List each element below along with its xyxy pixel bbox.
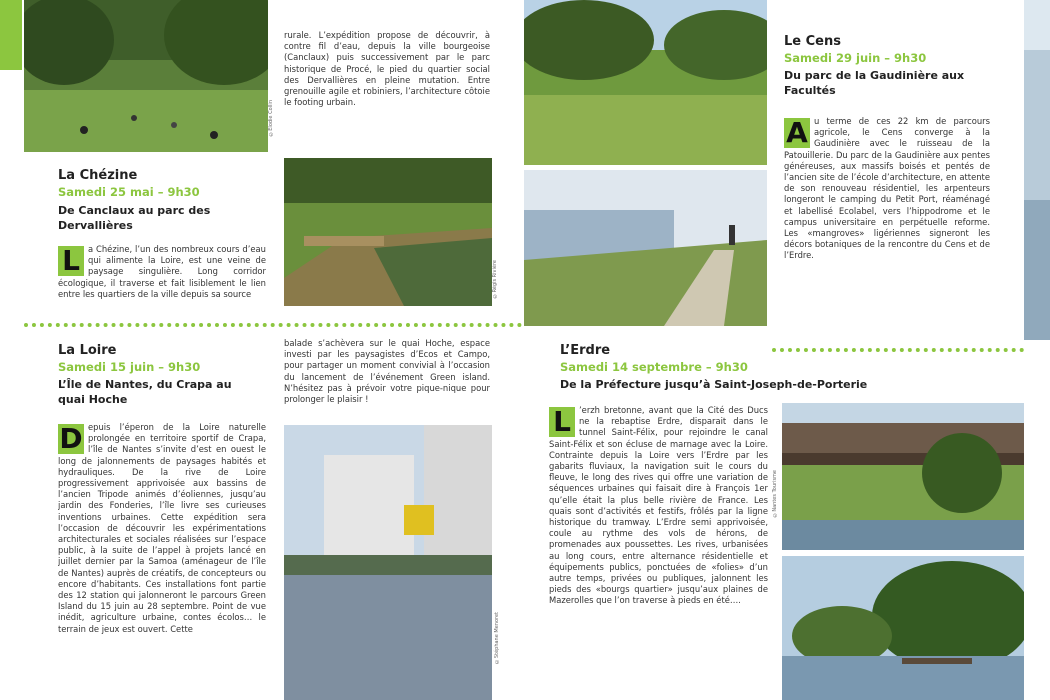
chezine-title: La Chézine: [58, 168, 138, 183]
chezine-dropcap: L: [58, 246, 84, 276]
chezine-date: Samedi 25 mai – 9h30: [58, 185, 200, 199]
erdre-japanese-garden-photo: [782, 403, 1024, 550]
chezine-stream-photo: [284, 158, 492, 306]
cens-dropcap: A: [784, 118, 810, 148]
cens-subtitle: Du parc de la Gaudinière aux Facultés: [784, 69, 965, 97]
loire-dropcap: D: [59, 422, 83, 455]
erdre-river-photo: [782, 556, 1024, 700]
chezine-photo1-credit: ©Elodie Collin: [268, 100, 274, 137]
erdre-date: Samedi 14 septembre – 9h30: [560, 360, 748, 374]
green-edge-tab-left: [0, 0, 22, 70]
chezine-subtitle: De Canclaux au parc des Dervallières: [58, 204, 211, 232]
loire-photo-credit: ©Stéphane Menoret: [494, 612, 500, 665]
cens-paragraph: A u terme de ces 22 km de parcours agricole, le Cens converge à la Gaudinière avec le ruisseau de la Patouillerie. Du parc de la Gaudinière aux pentes généreuses, aux massifs boisés et pentés de l’ancien site de l’école d’architecture, en attente de son renouveau résidentiel, les arpenteurs longeront le camping du Petit Port, réaménagé et labellisé Ecolabel, vers l’hippodrome et le campus universitaire en perpétuelle reforme. Les «mangroves» ligériennes signeront les décors botaniques de la rencontre du Cens et de l’Erdre.: [784, 116, 990, 261]
chezine-paragraph-1: L a Chézine, l’un des nombreux cours d’eau qui alimente la Loire, est une veine de paysage singulière. Long corridor écologique, il traverse et fait lisiblement le lien entre les quartiers de la ville depuis sa source: [58, 244, 266, 299]
cens-title: Le Cens: [784, 34, 841, 49]
chezine-photo2-credit: ©Régis Rivière: [492, 260, 498, 299]
erdre-photo-credit: ©Nantes Tourisme: [772, 470, 778, 518]
divider-left: [24, 323, 522, 327]
cens-date: Samedi 29 juin – 9h30: [784, 51, 927, 65]
chezine-paragraph-2: rurale. L’expédition propose de découvrir, à contre fil d’eau, depuis la ville bourgeoise (Canclaux) puis successivement par le parc historique de Procé, le pied du quartier social des Dervallières en pleine mutation. Entre grenouille agile et robiniers, l’architecture côtoie le footing urbain.: [284, 30, 490, 108]
loire-paragraph-2: balade s’achèvera sur le quai Hoche, espace investi par les paysagistes d’Ecos et Campo, pour partager un moment convivial à l’occasion du lancement de l’événement Green island. N’hésitez pas à prévoir votre pique-nique pour prolonger le plaisir !: [284, 338, 490, 405]
loire-date: Samedi 15 juin – 9h30: [58, 360, 201, 374]
cens-meadow-photo: [524, 0, 767, 165]
right-edge-photo-top: [1024, 50, 1050, 340]
erdre-paragraph: L ’erzh bretonne, avant que la Cité des Ducs ne la rebaptise Erdre, disparait dans le tunnel Saint-Félix, pour rejoindre le canal Saint-Félix et son écluse de marnage avec la Loire. Contrainte depuis la Loire vers l’Erdre par les gabarits fluviaux, la navigation suit le cours du fleuve, le long des rives qui offre une variation de séquences urbaines qui faisait dire à François 1er qu’elle était la plus belle rivière de France. Les quais sont d’activités et festifs, frôlés par la ligne historique du tramway. L’Erdre semi apprivoisée, coule au rythme des vols de hérons, de promenades aux poussettes. Les rives, urbanisées au long cours, entre alternance résidentielle et équipements publics, ponctuées de «folies» d’un autre temps, privées ou publiques, jalonnent les pieds des «bourgs quartier» jusqu’aux plaines de Mazerolles que l’on traverse à pieds en été….: [549, 405, 768, 606]
erdre-dropcap: L: [549, 407, 575, 437]
loire-subtitle: L’Île de Nantes, du Crapa au quai Hoche: [58, 378, 232, 406]
loire-buildings-photo: [284, 425, 492, 700]
loire-title: La Loire: [58, 343, 117, 358]
erdre-title: L’Erdre: [560, 343, 611, 358]
cens-river-path-photo: [524, 170, 767, 326]
erdre-subtitle: De la Préfecture jusqu’à Saint-Joseph-de-Porterie: [560, 378, 868, 391]
right-edge-photo-bottom: [1024, 360, 1050, 700]
chezine-park-photo: [24, 0, 268, 152]
loire-paragraph-1: D epuis l’éperon de la Loire naturelle prolongée en territoire sportif de Crapa, l’île de Nantes s’invite d’est en ouest le long de jalonnements de paysages habités et hydrauliques. De la rive de Loire progressivement apprivoisée aux bassins de l’ancien Tripode animés d’éoliennes, jusqu’au jardin des Fonderies, l’île livre ses curieuses inventions urbaines. Cette expédition sera l’occasion de découvrir les expérimentations architecturales et sociales réalisées sur l’espace public, à la suite de l’appel à projets lancé en juillet dernier par la Samoa (aménageur de l’île de Nantes) auprès de créatifs, de concepteurs ou encore d’habitants. Ces installations font partie des 12 station qui jalonneront le parcours Green Island du 15 juin au 28 septembre. Point de vue inédit, agriculture urbaine, contes écolos… le terrain de jeux est ouvert. Cette: [58, 422, 266, 634]
divider-right: [772, 348, 1024, 352]
green-edge-tab-right: [1024, 0, 1050, 50]
